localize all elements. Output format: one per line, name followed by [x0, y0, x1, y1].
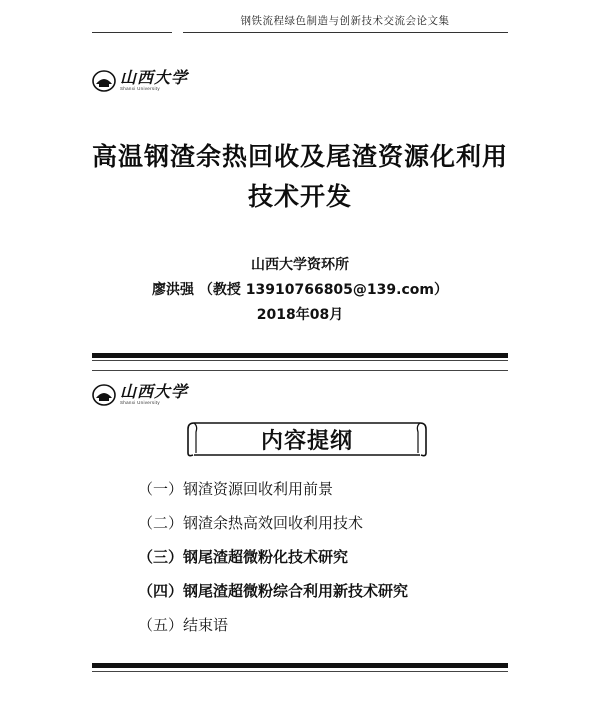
outline-item-1: （一）钢渣资源回收利用前景 [138, 480, 334, 498]
running-header-text: 钢铁流程绿色制造与创新技术交流会论文集 [240, 15, 450, 27]
presentation-date: 2018年08月 [256, 307, 344, 323]
outline-item-3: （三）钢尾渣超微粉化技术研究 [138, 548, 349, 566]
slide2-bottom-rule-thin [92, 671, 508, 672]
logo-chinese-name: 山西大学 [120, 68, 189, 88]
university-logo [92, 70, 188, 92]
outline-item-2: （二）钢渣余热高效回收利用技术 [138, 514, 364, 532]
outline-heading: 内容提纲 [260, 428, 353, 454]
slide1-bottom-rule [92, 353, 508, 358]
institute: 山西大学资环所 [251, 257, 349, 273]
university-logo-2 [92, 384, 188, 406]
outline-banner [186, 420, 428, 458]
slide-title-line-2: 技术开发 [247, 182, 352, 211]
header-rule-right [183, 32, 508, 33]
university-emblem-icon [92, 384, 116, 406]
slide2-bottom-rule [92, 663, 508, 668]
outline-item-4: （四）钢尾渣超微粉综合利用新技术研究 [138, 582, 409, 600]
author-contact: 廖洪强 （教授 13910766805@139.com） [152, 282, 448, 298]
logo-english-name: Shanxi University [120, 86, 160, 92]
slide-title-line-1: 高温钢渣余热回收及尾渣资源化利用 [91, 142, 508, 171]
university-emblem-icon [92, 70, 116, 92]
header-rule-left [92, 32, 172, 33]
logo-chinese-name: 山西大学 [120, 382, 189, 402]
running-header [0, 0, 600, 40]
slide1-bottom-rule-thin [92, 360, 508, 361]
outline-item-5: （五）结束语 [138, 616, 229, 634]
slide2-top-rule [92, 370, 508, 371]
logo-english-name: Shanxi University [120, 400, 160, 406]
